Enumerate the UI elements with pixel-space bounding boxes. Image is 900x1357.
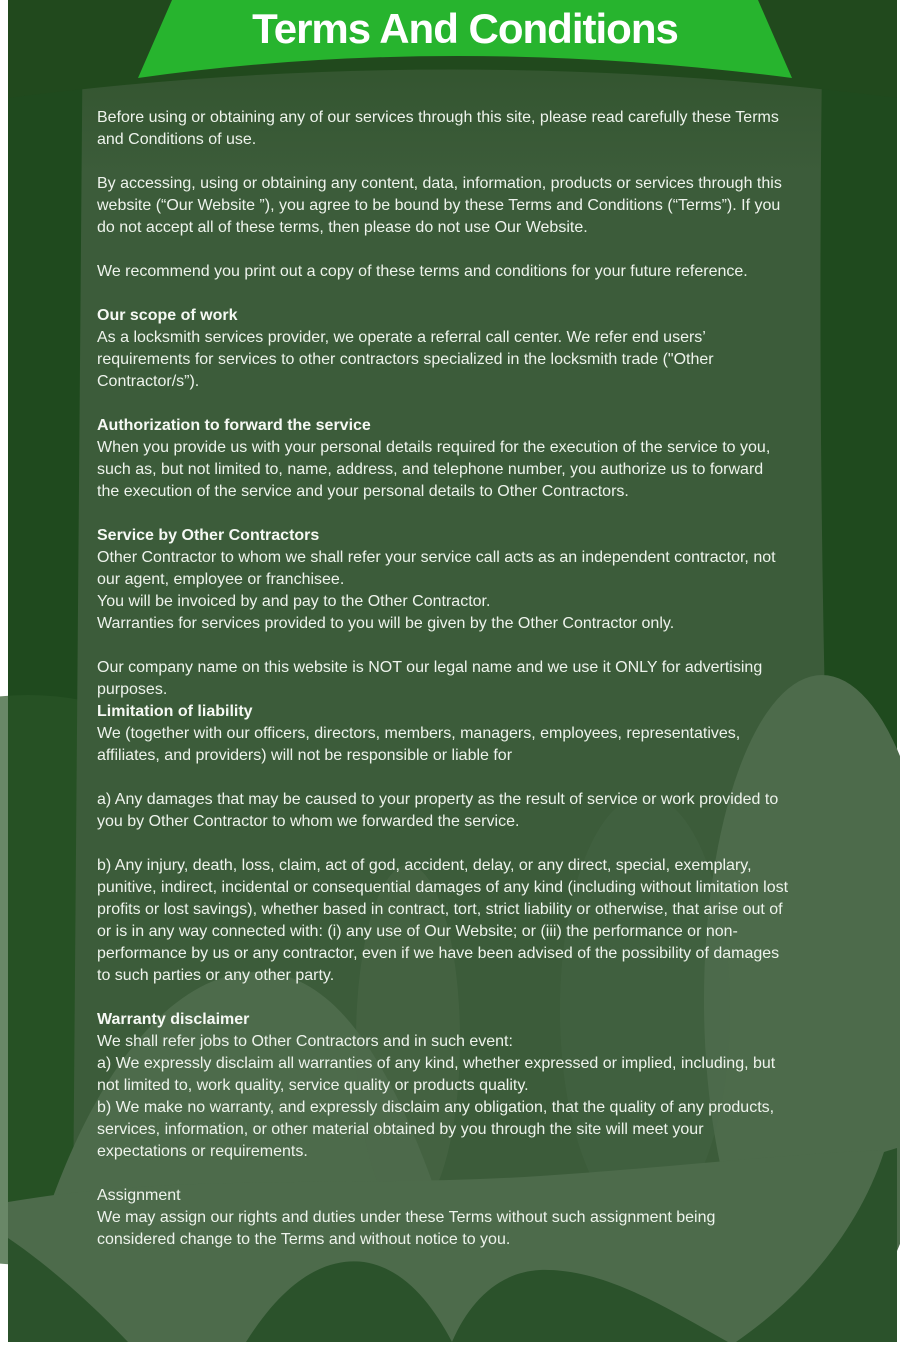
paragraph: Other Contractor to whom we shall refer your service call acts as an independent contractor, not our agent, employee or franchisee. (97, 549, 776, 588)
terms-content (97, 107, 789, 1251)
section-heading: Our scope of work (97, 307, 238, 324)
content-block (97, 1009, 789, 1163)
content-block (97, 701, 789, 767)
content-block (97, 415, 789, 503)
section-heading: Warranty disclaimer (97, 1011, 250, 1028)
content-block (97, 855, 789, 987)
content-block (97, 525, 789, 635)
paragraph: By accessing, using or obtaining any content, data, information, products or services through this website (“Our Website ”), you agree to be bound by these Terms and Conditions (“Terms”). If you do not accept all of these terms, then please do not use Our Website. (97, 175, 782, 236)
content-block (97, 1185, 789, 1251)
paragraph: We recommend you print out a copy of these terms and conditions for your future reference. (97, 263, 748, 280)
paragraph: We (together with our officers, directors, members, managers, employees, representatives, affiliates, and providers) will not be responsible or liable for (97, 725, 741, 764)
section-heading: Limitation of liability (97, 703, 253, 720)
section-heading: Service by Other Contractors (97, 527, 320, 544)
content-block (97, 657, 789, 701)
page-title: Terms And Conditions (252, 5, 678, 52)
section-heading: Authorization to forward the service (97, 417, 371, 434)
paragraph: As a locksmith services provider, we operate a referral call center. We refer end users’ requirements for services to other contractors specialized in the locksmith trade ("Other Contractor/s”). (97, 329, 714, 390)
section-heading: Assignment (97, 1187, 181, 1204)
paragraph: b) Any injury, death, loss, claim, act of god, accident, delay, or any direct, special, exemplary, punitive, indirect, incidental or consequential damages of any kind (including without limitation lost profits or lost savings), whether based in contract, tort, strict liability or otherwise, that arise out of or is in any way connected with: (i) any use of Our Website; or (iii) the performance or non-performance by us or any contractor, even if we have been advised of the possibility of damages to such parties or any other party. (97, 857, 789, 984)
paragraph: When you provide us with your personal details required for the execution of the service to you, such as, but not limited to, name, address, and telephone number, you authorize us to forward the execution of the service and your personal details to Other Contractors. (97, 439, 771, 500)
paragraph: We may assign our rights and duties under these Terms without such assignment being considered change to the Terms and without notice to you. (97, 1209, 716, 1248)
content-blocks (97, 107, 789, 1251)
content-block (97, 789, 789, 833)
content-block (97, 107, 789, 151)
content-block (97, 173, 789, 239)
paragraph: Before using or obtaining any of our services through this site, please read carefully these Terms and Conditions of use. (97, 109, 779, 148)
content-block (97, 261, 789, 283)
paragraph: Our company name on this website is NOT our legal name and we use it ONLY for advertising purposes. (97, 659, 763, 698)
paragraph: Warranties for services provided to you will be given by the Other Contractor only. (97, 615, 675, 632)
paragraph: We shall refer jobs to Other Contractors and in such event: (97, 1033, 513, 1050)
paragraph: a) We expressly disclaim all warranties of any kind, whether expressed or implied, including, but not limited to, work quality, service quality or products quality. (97, 1055, 776, 1094)
content-block (97, 305, 789, 393)
paragraph: b) We make no warranty, and expressly disclaim any obligation, that the quality of any products, services, information, or other material obtained by you through the site will meet your expectations or requirements. (97, 1099, 775, 1160)
paragraph: a) Any damages that may be caused to your property as the result of service or work provided to you by Other Contractor to whom we forwarded the service. (97, 791, 779, 830)
paragraph: You will be invoiced by and pay to the Other Contractor. (97, 593, 491, 610)
